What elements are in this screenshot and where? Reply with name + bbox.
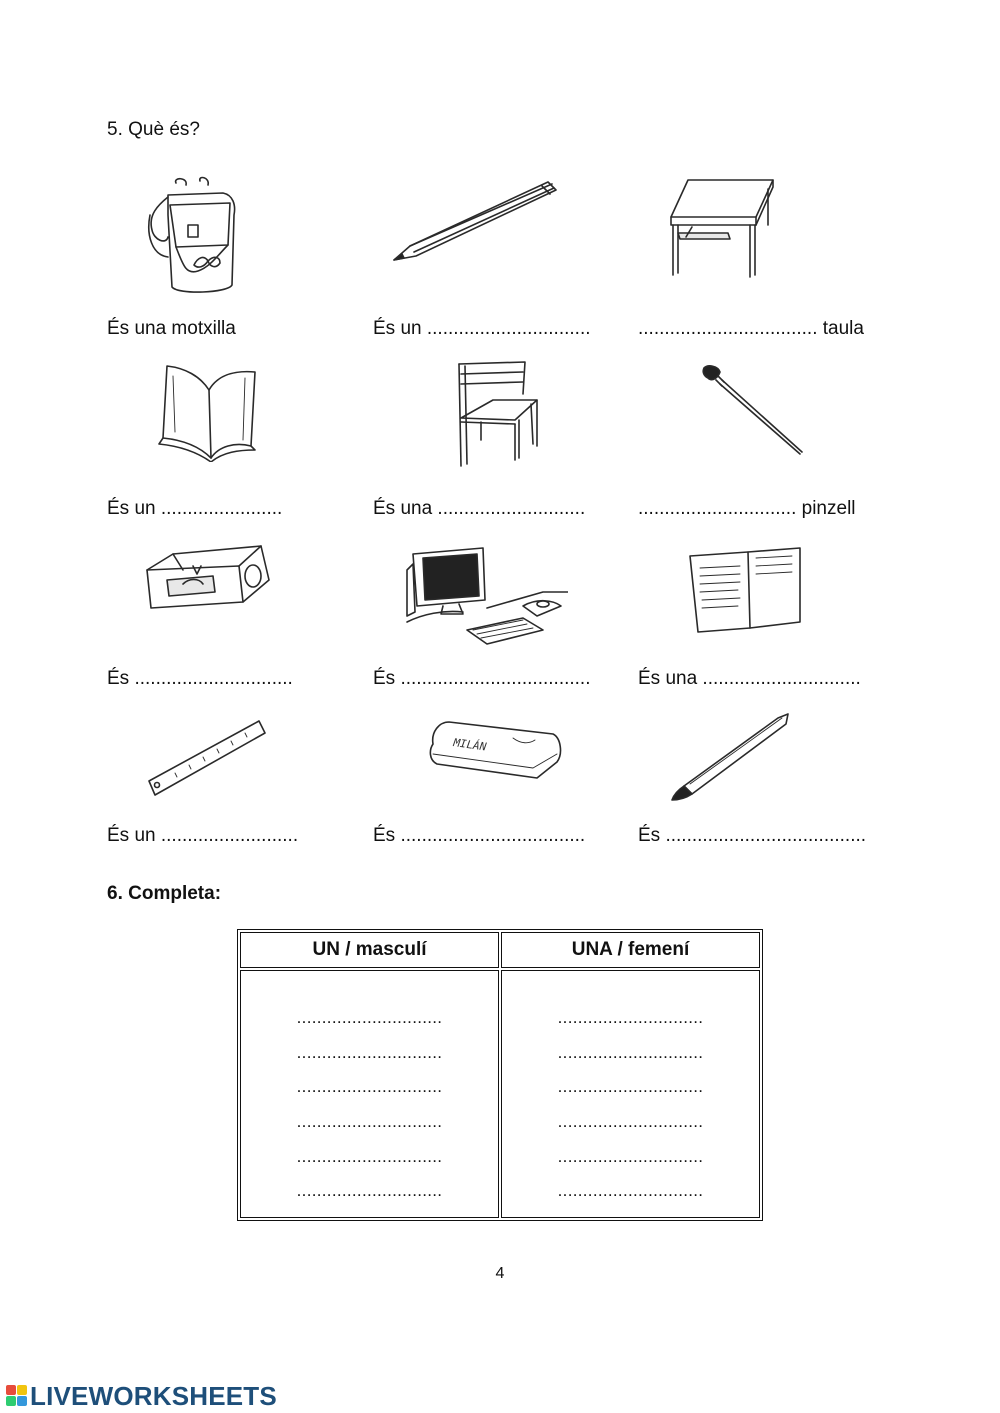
item-label-3: .................................. taula <box>638 318 864 339</box>
item-label-8: És .................................... <box>373 668 591 689</box>
item-label-5: És una ............................ <box>373 498 586 519</box>
book-icon <box>155 362 263 462</box>
feminine-blank[interactable]: ............................. <box>557 1181 704 1201</box>
sharpener-icon <box>143 540 273 615</box>
logo-text: LIVEWORKSHEETS <box>30 1380 277 1411</box>
masculine-blank[interactable]: ............................. <box>296 1181 443 1201</box>
feminine-blank[interactable]: ............................. <box>557 1042 704 1062</box>
item-label-7: És .............................. <box>107 668 293 689</box>
masculine-blank[interactable]: ............................. <box>296 1008 443 1027</box>
gender-table <box>237 929 763 1221</box>
item-label-4: És un ....................... <box>107 498 283 519</box>
masculine-blank[interactable]: ............................. <box>296 1042 443 1062</box>
masculine-blank[interactable]: ............................. <box>296 1112 443 1132</box>
pen-icon <box>668 710 793 805</box>
feminine-column <box>501 970 760 1218</box>
item-label-1: És una motxilla <box>107 318 236 339</box>
backpack-icon <box>138 175 248 300</box>
computer-icon <box>403 540 568 645</box>
table-icon <box>668 175 778 280</box>
pencil-icon <box>390 178 560 268</box>
eraser-icon <box>425 714 565 784</box>
masculine-blank[interactable]: ............................. <box>296 1077 443 1097</box>
feminine-blank[interactable]: ............................. <box>557 1008 704 1027</box>
exercise-6-title: 6. Completa: <box>107 883 222 904</box>
masculine-blank[interactable]: ............................. <box>296 1146 443 1166</box>
chair-icon <box>445 360 545 470</box>
feminine-blank[interactable]: ............................. <box>557 1146 704 1166</box>
masculine-column <box>240 970 499 1218</box>
page-number: 4 <box>495 1265 505 1282</box>
item-label-11: És ................................... <box>373 825 586 846</box>
feminine-blank[interactable]: ............................. <box>557 1112 704 1132</box>
eraser-brand-text: MILÁN <box>452 736 488 754</box>
logo-badge-icon <box>6 1385 28 1407</box>
header-masculine: UN / masculí <box>240 932 499 968</box>
item-label-12: És ...................................... <box>638 825 867 846</box>
notebook-icon <box>688 546 803 636</box>
item-label-2: És un ............................... <box>373 318 591 339</box>
exercise-5-title: 5. Què és? <box>107 119 200 140</box>
feminine-blank[interactable]: ............................. <box>557 1077 704 1097</box>
liveworksheets-logo[interactable] <box>6 1382 277 1410</box>
item-label-9: És una .............................. <box>638 668 861 689</box>
header-feminine: UNA / femení <box>501 932 760 968</box>
paintbrush-icon <box>698 362 808 457</box>
ruler-icon <box>145 717 267 802</box>
item-label-6: .............................. pinzell <box>638 498 856 519</box>
item-label-10: És un .......................... <box>107 825 299 846</box>
